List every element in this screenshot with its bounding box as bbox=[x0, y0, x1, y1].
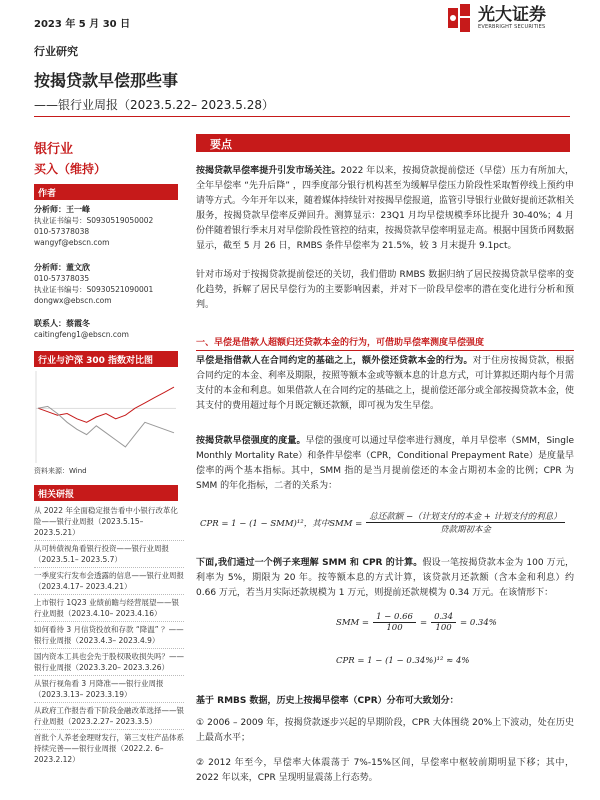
para3 bbox=[196, 354, 574, 414]
industry-label: 银行业 bbox=[34, 142, 74, 157]
contact-email[interactable]: caitingfeng1@ebscn.com bbox=[34, 330, 129, 339]
related-separator bbox=[34, 567, 184, 568]
formula1-denominator: 贷款期初本金 bbox=[439, 525, 491, 535]
para4 bbox=[196, 434, 574, 494]
analyst1-license: 执业证书编号：S0930519050002 bbox=[34, 216, 154, 225]
index-comparison-chart bbox=[34, 369, 178, 469]
formula-cpr-example: CPR = 1 − (1 − 0.34%)¹² ≈ 4% bbox=[336, 656, 470, 666]
para1-text: 2022 年以来，按揭贷款提前偿还（早偿）压力有所加大，全年早偿率 “先升后降” ，四季度部分银行机构甚至为缓解早偿压力阶段性采取暂停线上预约申请等方式。今年开年以来，随着媒体持续针对按揭早偿报道，监管引导银行业做好提前还款相关服务，按揭贷款早偿率反弹回升。测算显示：23Q1 月均早偿规模季环比提升 30-40%；4 月份伴随着银行季末月对早偿阶段性管控的结束，按揭贷款早偿率明显走高。根据中国货币网数据显示，截至 5 月 26 日，RMBS 条件早偿率为 21.5%，较 3 月末提升 9.1pct。 bbox=[196, 166, 575, 251]
related-report-link[interactable]: 从银行视角看 3 月降准——银行业周报（2023.3.13– 2023.3.19） bbox=[34, 679, 164, 699]
para2-text: 针对市场对于按揭贷款提前偿还的关切，我们借助 RMBS 数据归纳了居民按揭贷款早偿率的变化趋势，拆解了居民早偿行为的主要影响因素，并对下一阶段早偿率的潜在变化进行分析和预判。 bbox=[196, 270, 574, 310]
analyst2-email[interactable]: dongwx@ebscn.com bbox=[34, 296, 112, 305]
related-separator bbox=[34, 621, 184, 622]
authors-block bbox=[34, 204, 184, 340]
analyst2-phone: 010-57378035 bbox=[34, 274, 90, 283]
everbright-logo-icon bbox=[448, 4, 472, 32]
chart-svg bbox=[34, 369, 178, 465]
related-separator bbox=[34, 702, 184, 703]
formula2-result: = 0.34% bbox=[460, 617, 497, 628]
related-section-head: 相关研报 bbox=[34, 485, 178, 501]
related-report-link[interactable]: 首批个人养老金理财发行，第三支柱产品体系持续完善——银行业周报（2022.2. 6– 2023.2.12） bbox=[34, 733, 184, 764]
related-separator bbox=[34, 648, 184, 649]
para1-bold: 按揭贷款早偿率提升引发市场关注。 bbox=[196, 166, 341, 176]
related-report-link[interactable]: 从政府工作报告看下阶段金融改革选择——银行业周报（2023.2.27– 2023.3.5） bbox=[34, 706, 184, 726]
para5-text: 假设一笔按揭贷款本金为 100 万元，利率为 5%，期限为 20 年。按等额本息的方式计算，该贷款月还款额（含本金和利息）约 0.66 万元，若当月实际还款规模为 1 万元，则提前还款规模为 0.34 万元。在该情形下： bbox=[196, 558, 574, 598]
related-separator bbox=[34, 729, 184, 730]
analyst1-name: 分析师：王一峰 bbox=[34, 205, 90, 214]
report-date: 2023 年 5 月 30 日 bbox=[34, 19, 131, 30]
para5 bbox=[196, 556, 574, 601]
related-report-link[interactable]: 一季度实行发布会透露的信息——银行业周报（2023.4.17– 2023.4.21） bbox=[34, 571, 184, 591]
related-separator bbox=[34, 540, 184, 541]
analyst2-name: 分析师：董文欣 bbox=[34, 263, 90, 272]
analyst2-license: 执业证书编号：S0930521090001 bbox=[34, 285, 154, 294]
hs300-index-line bbox=[38, 406, 174, 447]
related-report-link[interactable]: 如何看待 3 月信贷投放和存款 “降温” ？——银行业周报（2023.4.3– 2023.4.9） bbox=[34, 625, 184, 645]
para1 bbox=[196, 164, 574, 254]
report-title: 按揭贷款早偿那些事 bbox=[34, 71, 179, 90]
formula2-den1: 100 bbox=[386, 623, 403, 633]
item2-text: ② 2012 年至今，早偿率大体震荡于 7%-15%区间，早偿率中枢较前期明显下移；其中，2022 年以来，CPR 呈现明显震荡上行态势。 bbox=[196, 758, 574, 783]
para3-text: 对于住房按揭贷款，根据合同约定的本金、利率及期限，按照等额本金或等额本息的计息方式，可计算拟还期内每个月需支付的本金和利息。如果借款人在合同约定的基础之上，提前偿还部分或全部按揭贷款本金，使其支付的费用超过每个月既定额还款额，即可视为发生早偿。 bbox=[196, 356, 575, 411]
header-divider bbox=[34, 116, 570, 117]
related-report-link[interactable]: 上市银行 1Q23 业绩前瞻与经营展望——银行业周报（2023.4.10– 2023.4.16） bbox=[34, 598, 179, 618]
para6 bbox=[196, 694, 574, 709]
logo-text-cn: 光大证券 bbox=[478, 5, 546, 25]
formula2-left: SMM = bbox=[336, 617, 370, 628]
para4-text: 早偿的强度可以通过早偿率进行测度，单月早偿率（SMM，Single Monthly Mortality Rate）和条件早偿率（CPR，Conditional Prepayment Rate）是度量早偿率的两个基本指标。其中，SMM 指的是当月提前偿还的本金占期初本金的比例；CPR 为 SMM 的年化指标，二者的关系为： bbox=[196, 436, 574, 491]
logo-text-en: EVERBRIGHT SECURITIES bbox=[478, 24, 546, 30]
para5-bold: 下面,我们通过一个例子来理解 SMM 和 CPR 的计算。 bbox=[196, 558, 423, 568]
formula1-left: CPR = 1 − (1 − SMM)¹²，其中SMM = bbox=[200, 518, 363, 529]
para3-bold: 早偿是指借款人在合同约定的基础之上，额外偿还贷款本金的行为。 bbox=[196, 356, 473, 366]
logo bbox=[448, 4, 546, 32]
related-report-link[interactable]: 国内资本工具也会先于股权吸收损失吗？——银行业周报（2023.3.20– 2023.3.26） bbox=[34, 652, 184, 672]
list-item-1 bbox=[196, 716, 574, 746]
analyst1-email[interactable]: wangyf@ebscn.com bbox=[34, 238, 110, 247]
item1-text: ① 2006 – 2009 年，按揭贷款逐步兴起的早期阶段，CPR 大体围绕 20%上下波动，处在历史上最高水平； bbox=[196, 718, 574, 743]
related-separator bbox=[34, 594, 184, 595]
formula2-den2: 100 bbox=[435, 623, 452, 633]
contact-name: 联系人：蔡霞冬 bbox=[34, 319, 90, 328]
section1-title: 一、早偿是借款人超额归还贷款本金的行为，可借助早偿率测度早偿强度 bbox=[196, 335, 574, 351]
bank-index-line bbox=[38, 387, 174, 422]
list-item-2 bbox=[196, 756, 574, 786]
authors-section-head: 作者 bbox=[34, 184, 178, 200]
para4-bold: 按揭贷款早偿强度的度量。 bbox=[196, 436, 306, 446]
analyst1-phone: 010-57378038 bbox=[34, 227, 90, 236]
formula2-num1: 1 − 0.66 bbox=[373, 612, 416, 623]
chart-section-head: 行业与沪深 300 指数对比图 bbox=[34, 351, 178, 367]
para2 bbox=[196, 268, 574, 313]
related-report-link[interactable]: 从 2022 年全面稳定报告看中小银行改革化险——银行业周报（2023.5.15– 2023.5.21） bbox=[34, 506, 178, 537]
related-list bbox=[34, 505, 184, 767]
related-report-link[interactable]: 从可转债视角看银行投资——银行业周报（2023.5.1– 2023.5.7） bbox=[34, 544, 169, 564]
rating-label: 买入（维持） bbox=[34, 162, 107, 176]
para6-bold: 基于 RMBS 数据，历史上按揭早偿率（CPR）分布可大致划分： bbox=[196, 696, 459, 706]
formula-smm-example: SMM = $\frac{1 - 0.66}{100}$ = $\frac{0.34}{100}$ = 0.34% bbox=[336, 612, 497, 633]
related-separator bbox=[34, 675, 184, 676]
formula-cpr-smm bbox=[200, 510, 565, 535]
report-subtitle: ——银行业周报（2023.5.22– 2023.5.28） bbox=[34, 98, 274, 112]
formula2-num2: 0.34 bbox=[431, 612, 456, 623]
key-points-head: 要点 bbox=[196, 134, 570, 152]
chart-source: 资料来源：Wind bbox=[34, 467, 87, 475]
report-category: 行业研究 bbox=[34, 45, 78, 58]
formula1-numerator: 总还款额 −（计划支付的本金 + 计划支付的利息） bbox=[366, 510, 564, 523]
